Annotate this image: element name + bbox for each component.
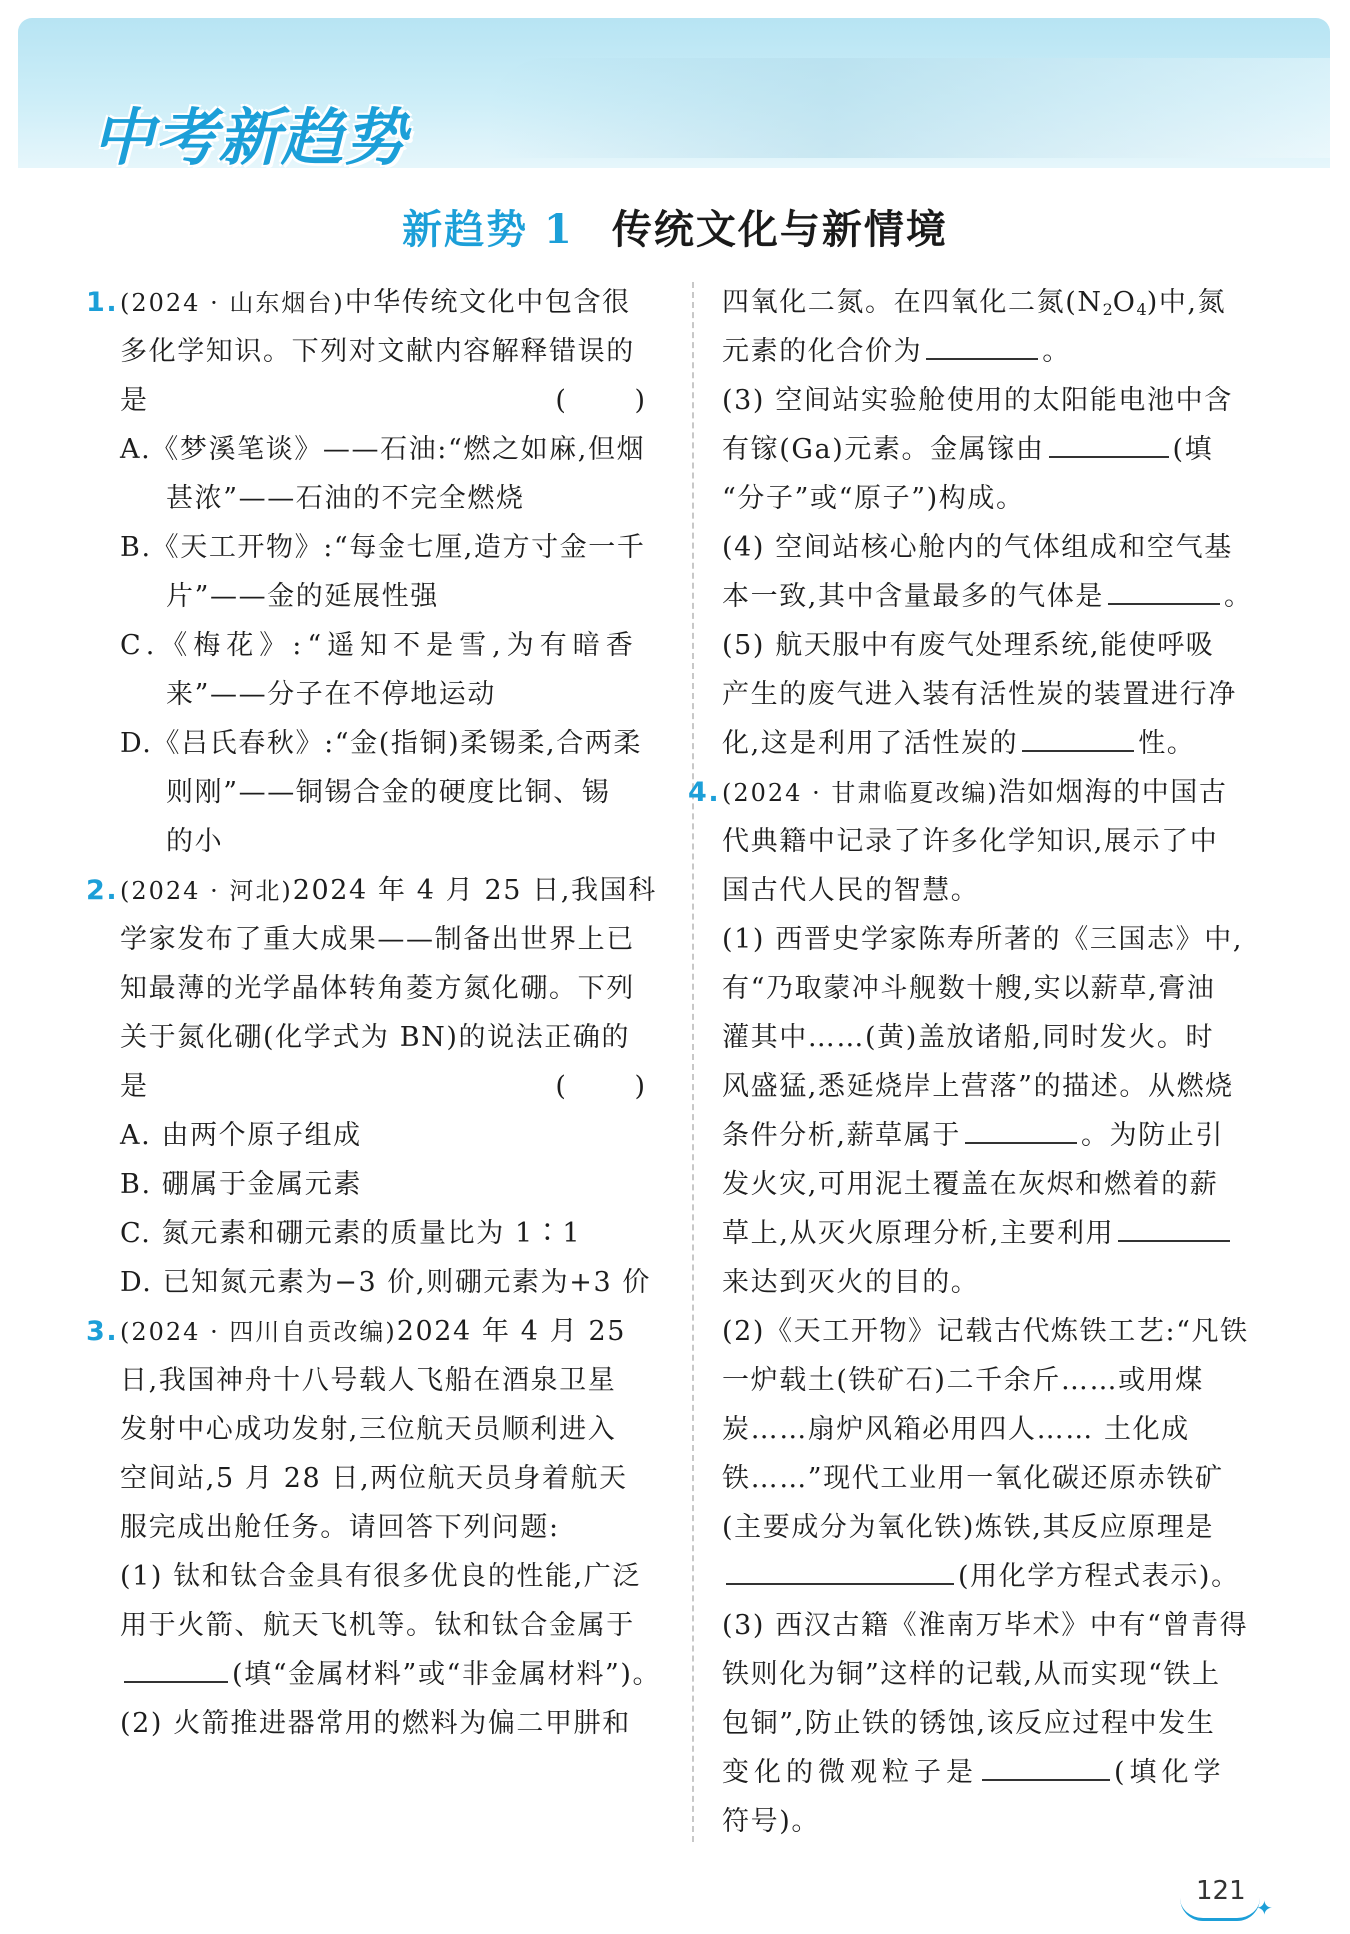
question-text: 是: [120, 385, 149, 416]
right-column: [688, 278, 1262, 1846]
answer-blank[interactable]: [124, 1651, 228, 1683]
subscript: 4: [1136, 300, 1147, 319]
question-text: 中华传统文化中包含很: [344, 287, 631, 318]
question-text: 学家发布了重大成果——制备出世界上已: [120, 924, 635, 955]
question-number: 3.: [86, 1316, 119, 1347]
banner-title: 中考新趋势: [92, 101, 408, 174]
subquestion-1: (1) 钛和钛合金具有很多优良的性能,广泛: [120, 1561, 642, 1592]
question-text: 发射中心成功发射,三位航天员顺利进入: [120, 1414, 617, 1445]
subquestion-5: (5) 航天服中有废气处理系统,能使呼吸: [722, 630, 1215, 661]
question-text: 2024 年 4 月 25: [396, 1316, 627, 1347]
question-text: 服完成出舱任务。请回答下列问题:: [120, 1512, 560, 1543]
subquestion-1-cont: 草上,从灭火原理分析,主要利用: [722, 1218, 1115, 1249]
option-b[interactable]: B. 硼属于金属元素: [120, 1169, 363, 1200]
answer-bracket[interactable]: ( ): [555, 1071, 675, 1102]
answer-blank[interactable]: [1108, 573, 1220, 605]
option-d-cont: 则刚”——铜锡合金的硬度比铜、锡: [166, 777, 611, 808]
subquestion-2: (2) 火箭推进器常用的燃料为偏二甲肼和: [120, 1708, 631, 1739]
option-d-cont: 的小: [166, 826, 224, 857]
subquestion-3-cont: “分子”或“原子”)构成。: [722, 483, 1025, 514]
punctuation: 。: [1223, 581, 1253, 612]
answer-blank[interactable]: [1118, 1210, 1230, 1242]
subquestion-3: (3) 空间站实验舱使用的太阳能电池中含: [722, 385, 1233, 416]
subquestion-1-cont: 条件分析,薪草属于: [722, 1120, 961, 1151]
question-text: 知最薄的光学晶体转角菱方氮化硼。下列: [120, 973, 635, 1004]
question-3-cont: [722, 278, 1262, 768]
option-a-cont: 甚浓”——石油的不完全燃烧: [166, 483, 525, 514]
answer-blank[interactable]: [1049, 426, 1169, 458]
subquestion-1-cont: 灌其中……(黄)盖放诸船,同时发火。时: [722, 1022, 1215, 1053]
question-1: [86, 278, 675, 866]
subquestion-1-cont: 。为防止引: [1080, 1120, 1224, 1151]
subquestion-1-cont: 有“乃取蒙冲斗舰数十艘,实以薪草,膏油: [722, 973, 1216, 1004]
option-c[interactable]: C. 氮元素和硼元素的质量比为 1∶1: [120, 1218, 582, 1249]
subquestion-1-cont: (填“金属材料”或“非金属材料”)。: [232, 1659, 662, 1690]
subquestion-3-cont: 铁则化为铜”这样的记载,从而实现“铁上: [722, 1659, 1221, 1690]
subquestion-5-cont: 产生的废气进入装有活性炭的装置进行净: [722, 679, 1237, 710]
subquestion-2-cont: 元素的化合价为: [722, 336, 923, 367]
question-4: [688, 768, 1262, 1846]
question-text: 日,我国神舟十八号载人飞船在酒泉卫星: [120, 1365, 617, 1396]
page-heading: [0, 198, 1350, 255]
sparkle-icon: ✦: [1256, 1896, 1273, 1920]
question-source: (2024 · 山东烟台): [120, 289, 345, 317]
question-text: 浩如烟海的中国古: [998, 777, 1228, 808]
question-2: [86, 866, 675, 1307]
question-source: (2024 · 甘肃临夏改编): [722, 779, 999, 807]
subquestion-3-cont: 包铜”,防止铁的锈蚀,该反应过程中发生: [722, 1708, 1216, 1739]
question-number: 1.: [86, 287, 119, 318]
option-a[interactable]: A. 由两个原子组成: [120, 1120, 362, 1151]
page-number: 121: [1196, 1876, 1246, 1906]
option-c[interactable]: C.《梅花》:“遥知不是雪,为有暗香: [120, 630, 639, 661]
subquestion-5-cont: 性。: [1138, 728, 1196, 759]
answer-bracket[interactable]: ( ): [555, 385, 675, 416]
question-source: (2024 · 河北): [120, 877, 293, 905]
subquestion-2-cont: (主要成分为氧化铁)炼铁,其反应原理是: [722, 1512, 1215, 1543]
subquestion-2: (2)《天工开物》记载古代炼铁工艺:“凡铁: [722, 1316, 1249, 1347]
question-text: 国古代人民的智慧。: [722, 875, 980, 906]
question-3: [86, 1307, 662, 1748]
question-text: 代典籍中记录了许多化学知识,展示了中: [722, 826, 1219, 857]
subquestion-3-cont: 变化的微观粒子是: [722, 1757, 978, 1788]
question-source: (2024 · 四川自贡改编): [120, 1318, 397, 1346]
question-text: 是: [120, 1071, 149, 1102]
punctuation: 。: [1042, 336, 1071, 367]
subquestion-1-cont: 风盛猛,悉延烧岸上营落”的描述。从燃烧: [722, 1071, 1234, 1102]
subquestion-3-cont: 有镓(Ga)元素。金属镓由: [722, 434, 1045, 465]
question-text: 空间站,5 月 28 日,两位航天员身着航天: [120, 1463, 628, 1494]
heading-tag: 新趋势 1: [402, 206, 574, 253]
column-divider: [692, 282, 694, 1842]
subquestion-4: (4) 空间站核心舱内的气体组成和空气基: [722, 532, 1233, 563]
subquestion-2-cont: 炭……扇炉风箱必用四人…… 土化成: [722, 1414, 1190, 1445]
subquestion-3-cont: (填: [1172, 434, 1214, 465]
subquestion-3-cont: 符号)。: [722, 1806, 820, 1837]
option-d[interactable]: D.《吕氏春秋》:“金(指铜)柔锡柔,合两柔: [120, 728, 643, 759]
subquestion-4-cont: 本一致,其中含量最多的气体是: [722, 581, 1104, 612]
heading-topic: 传统文化与新情境: [611, 206, 948, 253]
question-text: 关于氮化硼(化学式为 BN)的说法正确的: [120, 1022, 631, 1053]
subquestion-2-cont: (用化学方程式表示)。: [958, 1561, 1240, 1592]
subquestion-2-cont: 铁……”现代工业用一氧化碳还原赤铁矿: [722, 1463, 1224, 1494]
question-number: 2.: [86, 875, 119, 906]
answer-blank[interactable]: [982, 1749, 1110, 1781]
formula-part: O: [1112, 287, 1137, 318]
subquestion-1-cont: 来达到灭火的目的。: [722, 1267, 980, 1298]
option-a[interactable]: A.《梦溪笔谈》——石油:“燃之如麻,但烟: [120, 434, 646, 465]
subquestion-2-cont: 四氧化二氮。在四氧化二氮(N: [722, 287, 1103, 318]
subquestion-3: (3) 西汉古籍《淮南万毕术》中有“曾青得: [722, 1610, 1249, 1641]
option-b-cont: 片”——金的延展性强: [166, 581, 439, 612]
subquestion-2-cont: )中,氮: [1146, 287, 1227, 318]
left-column: [86, 278, 675, 1748]
answer-blank[interactable]: [1022, 720, 1134, 752]
subquestion-5-cont: 化,这是利用了活性炭的: [722, 728, 1019, 759]
question-text: 2024 年 4 月 25 日,我国科: [292, 875, 657, 906]
subquestion-1-cont: 用于火箭、航天飞机等。钛和钛合金属于: [120, 1610, 635, 1641]
subquestion-3-cont: (填化学: [1114, 1757, 1226, 1788]
answer-blank[interactable]: [926, 328, 1038, 360]
subquestion-1: (1) 西晋史学家陈寿所著的《三国志》中,: [722, 924, 1244, 955]
subscript: 2: [1102, 300, 1113, 319]
answer-blank[interactable]: [726, 1553, 954, 1585]
question-number: 4.: [688, 777, 721, 808]
option-b[interactable]: B.《天工开物》:“每金七厘,造方寸金一千: [120, 532, 646, 563]
answer-blank[interactable]: [965, 1112, 1077, 1144]
option-d[interactable]: D. 已知氮元素为−3 价,则硼元素为+3 价: [120, 1267, 651, 1298]
subquestion-1-cont: 发火灾,可用泥土覆盖在灰烬和燃着的薪: [722, 1169, 1219, 1200]
option-c-cont: 来”——分子在不停地运动: [166, 679, 497, 710]
subquestion-2-cont: 一炉载土(铁矿石)二千余斤……或用煤: [722, 1365, 1204, 1396]
question-text: 多化学知识。下列对文献内容解释错误的: [120, 336, 635, 367]
